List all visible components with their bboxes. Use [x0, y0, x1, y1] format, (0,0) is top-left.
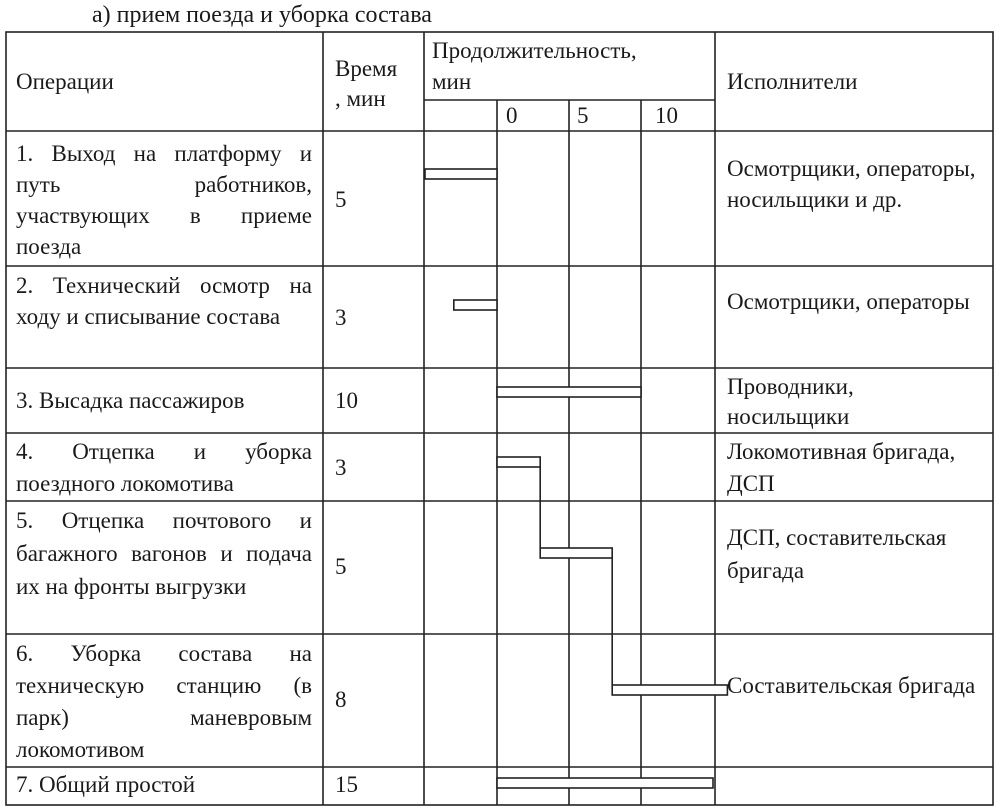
header-time-line2: , мин [335, 86, 386, 111]
row-6-time: 8 [335, 687, 347, 712]
header-duration-line1: Продолжительность, [432, 38, 637, 63]
gantt-bar-row-1 [425, 169, 497, 179]
row-6-operation: 6. Уборка состава на техническую станцию (в парк) маневровым локомотивом [16, 641, 312, 762]
gantt-bar-row-5 [540, 548, 612, 558]
header-time-line1: Время [335, 56, 398, 81]
header-operations: Операции [16, 69, 114, 94]
gantt-bar-row-7 [497, 778, 713, 788]
row-4-time: 3 [335, 455, 347, 480]
row-1-time: 5 [335, 187, 347, 212]
gantt-bar-row-4 [497, 457, 540, 467]
row-1-operation: 1. Выход на платформу и путь работников, участвующих в приеме поезда [16, 141, 312, 259]
row-6-performers: Составительская бригада [727, 673, 976, 698]
row-4-performers: Локомотивная бригада, ДСП [727, 439, 956, 496]
row-5-time: 5 [335, 554, 347, 579]
row-2-operation: 2. Технический осмотр на ходу и списывание состава [16, 273, 312, 329]
row-7-time: 15 [335, 772, 358, 797]
row-5-operation: 5. Отцепка почтового и багажного вагонов и подача их на фронты выгрузки [16, 508, 312, 599]
row-5-performers: ДСП, составительская бригада [727, 525, 947, 583]
row-3-time: 10 [335, 388, 358, 413]
row-1-performers: Осмотрщики, операторы, носильщики и др. [727, 156, 976, 212]
table-caption: а) прием поезда и уборка состава [92, 2, 432, 28]
header-duration-line2: мин [432, 69, 472, 94]
scale-tick-0: 0 [506, 103, 518, 128]
row-3-performers: Проводники, носильщики [727, 374, 854, 429]
header-performers: Исполнители [727, 69, 858, 94]
row-2-performers: Осмотрщики, операторы [727, 289, 970, 314]
row-2-time: 3 [335, 305, 347, 330]
row-4-operation: 4. Отцепка и уборка поездного локомотива [16, 439, 312, 496]
row-7-operation: 7. Общий простой [16, 772, 196, 797]
gantt-bar-row-2 [454, 300, 497, 310]
scale-tick-10: 10 [655, 103, 678, 128]
gantt-chart [425, 169, 727, 788]
scale-tick-5: 5 [577, 103, 589, 128]
row-3-operation: 3. Высадка пассажиров [16, 388, 245, 413]
gantt-bar-row-3 [497, 387, 641, 397]
gantt-bar-row-6 [612, 685, 727, 695]
